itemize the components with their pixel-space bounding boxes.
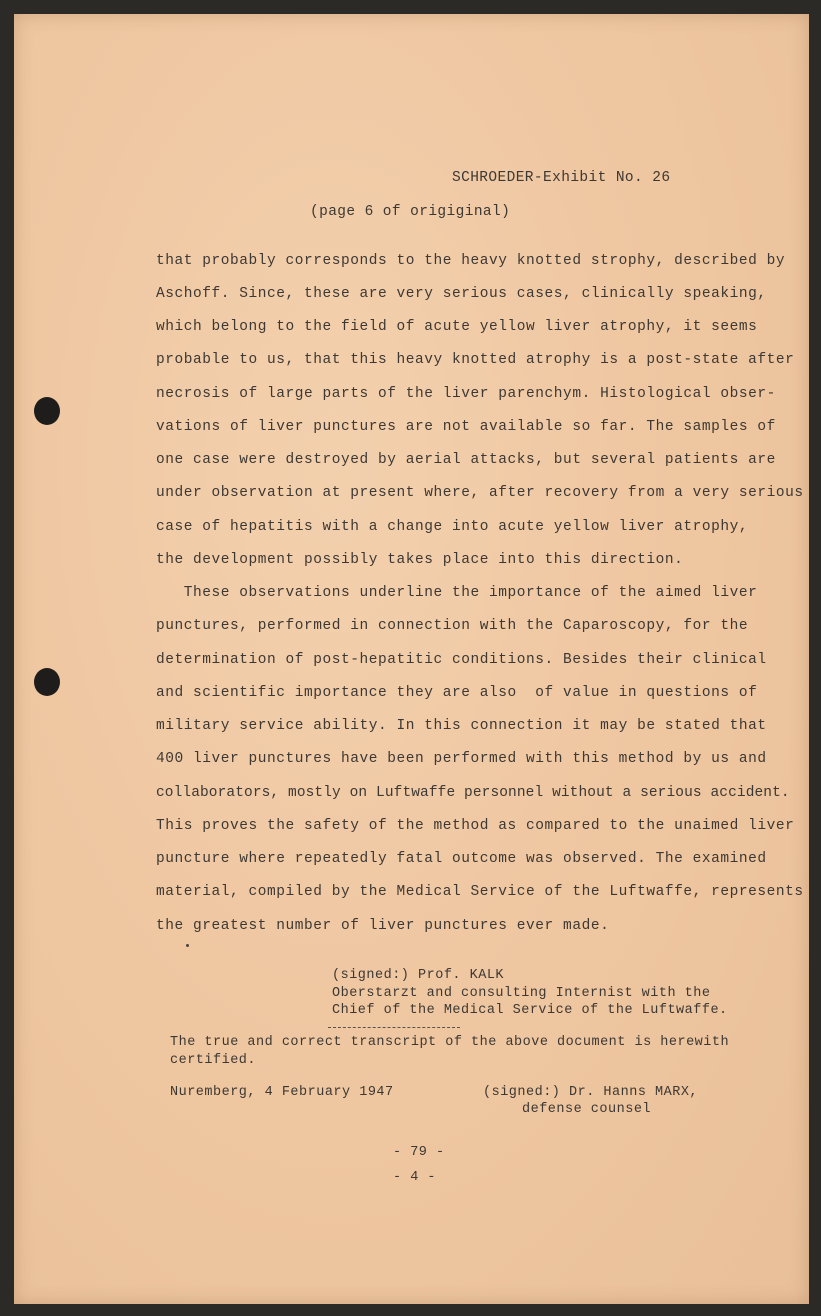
paragraph-2-line: determination of post-hepatitic conditions. Besides their clinical [156, 652, 767, 668]
paragraph-2-line: material, compiled by the Medical Service of the Luftwaffe, represents [156, 884, 804, 900]
separator-line [328, 1027, 460, 1028]
counsel-role: defense counsel [522, 1102, 652, 1117]
paragraph-1-line: one case were destroyed by aerial attacks, but several patients are [156, 452, 776, 468]
paragraph-2-line: collaborators, mostly on Luftwaffe personnel without a serious accident. [156, 785, 790, 801]
paragraph-2-line: puncture where repeatedly fatal outcome was observed. The examined [156, 851, 767, 867]
signature-title: Oberstarzt and consulting Internist with the [332, 986, 711, 1001]
paragraph-2-line: This proves the safety of the method as compared to the unaimed liver [156, 818, 795, 834]
certification-text: The true and correct transcript of the above document is herewith [170, 1035, 730, 1050]
paragraph-1-line: which belong to the field of acute yellow liver atrophy, it seems [156, 319, 758, 335]
sub-page-number: - 4 - [393, 1170, 437, 1185]
paragraph-2-line: 400 liver punctures have been performed with this method by us and [156, 751, 767, 767]
paragraph-2-line: military service ability. In this connection it may be stated that [156, 718, 767, 734]
stray-mark [186, 944, 189, 947]
paragraph-1-line: probable to us, that this heavy knotted atrophy is a post-state after [156, 352, 795, 368]
paragraph-2-line: These observations underline the importance of the aimed liver [156, 585, 758, 601]
paragraph-2-line: punctures, performed in connection with the Caparoscopy, for the [156, 618, 749, 634]
paragraph-1-line: necrosis of large parts of the liver parenchym. Histological obser- [156, 386, 776, 402]
page-number: - 79 - [393, 1145, 445, 1160]
signature-affiliation: Chief of the Medical Service of the Luftwaffe. [332, 1003, 728, 1018]
paragraph-2-line: the greatest number of liver punctures ever made. [156, 918, 610, 934]
paragraph-2-line: and scientific importance they are also of value in questions of [156, 685, 758, 701]
paragraph-1-line: that probably corresponds to the heavy knotted strophy, described by [156, 253, 786, 269]
counsel-signature: (signed:) Dr. Hanns MARX, [483, 1085, 699, 1100]
punch-hole-bottom [34, 668, 60, 696]
certification-text: certified. [170, 1053, 257, 1068]
paragraph-1-line: the development possibly takes place into this direction. [156, 552, 684, 568]
place-date: Nuremberg, 4 February 1947 [170, 1085, 394, 1100]
exhibit-heading: SCHROEDER-Exhibit No. 26 [452, 170, 671, 186]
page-note: (page 6 of origiginal) [310, 204, 511, 220]
paragraph-1-line: case of hepatitis with a change into acute yellow liver atrophy, [156, 519, 749, 535]
paragraph-1-line: Aschoff. Since, these are very serious cases, clinically speaking, [156, 286, 767, 302]
paragraph-1-line: vations of liver punctures are not available so far. The samples of [156, 419, 776, 435]
paragraph-1-line: under observation at present where, after recovery from a very serious [156, 485, 804, 501]
signature-name: (signed:) Prof. KALK [332, 968, 505, 983]
punch-hole-top [34, 397, 60, 425]
